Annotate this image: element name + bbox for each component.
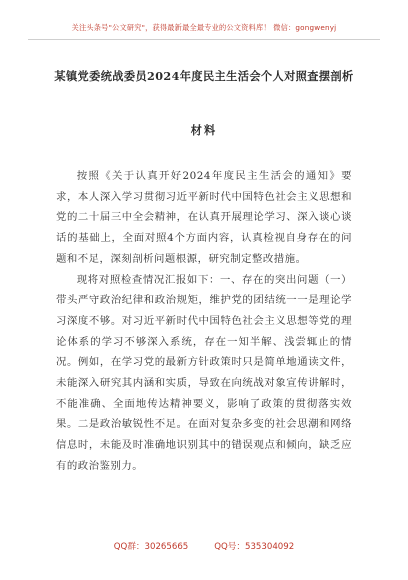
footer-qq-number: QQ号：535304092	[214, 542, 295, 552]
document-subtitle: 材料	[190, 123, 218, 137]
document-title: 某镇党委统战委员2024年度民主生活会个人对照查摆剖析	[54, 69, 354, 83]
document-body	[56, 166, 352, 477]
body-paragraph: 按照《关于认真开好2024年度民主生活会的通知》要求，本人深入学习贯彻习近平新时代中国特色社会主义思想和党的二十届三中全会精神，在认真开展理论学习、深入谈心谈话的基础上，全面对照4个方面内容，认真检视自身存在的问题和不足，深刻剖析问题根源，研究制定整改措施。	[56, 170, 352, 265]
header-banner: 关注头条号"公文研究"，获得最新最全最专业的公文资料库！ 微信：gongwenyj	[71, 23, 337, 32]
body-paragraph: 现将对照检查情况汇报如下：一、存在的突出问题（一）带头严守政治纪律和政治规矩，维护党的团结统一一是理论学习深度不够。对习近平新时代中国特色社会主义思想等党的理论体系的学习不够深入系统，存在一知半解、浅尝辄止的情况。例如，在学习党的最新方针政策时只是简单地通读文件，未能深入研究其内涵和实质，导致在向统战对象宣传讲解时，不能准确、全面地传达精神要义，影响了政策的贯彻落实效果。二是政治敏锐性不足。在面对复杂多变的社会思潮和网络信息时，未能及时准确地识别其中的错误观点和倾向，缺乏应有的政治鉴别力。	[56, 273, 352, 472]
header-divider	[28, 39, 380, 40]
footer-qq-group: QQ群：30265665	[113, 542, 189, 552]
footer-contact	[0, 540, 408, 552]
